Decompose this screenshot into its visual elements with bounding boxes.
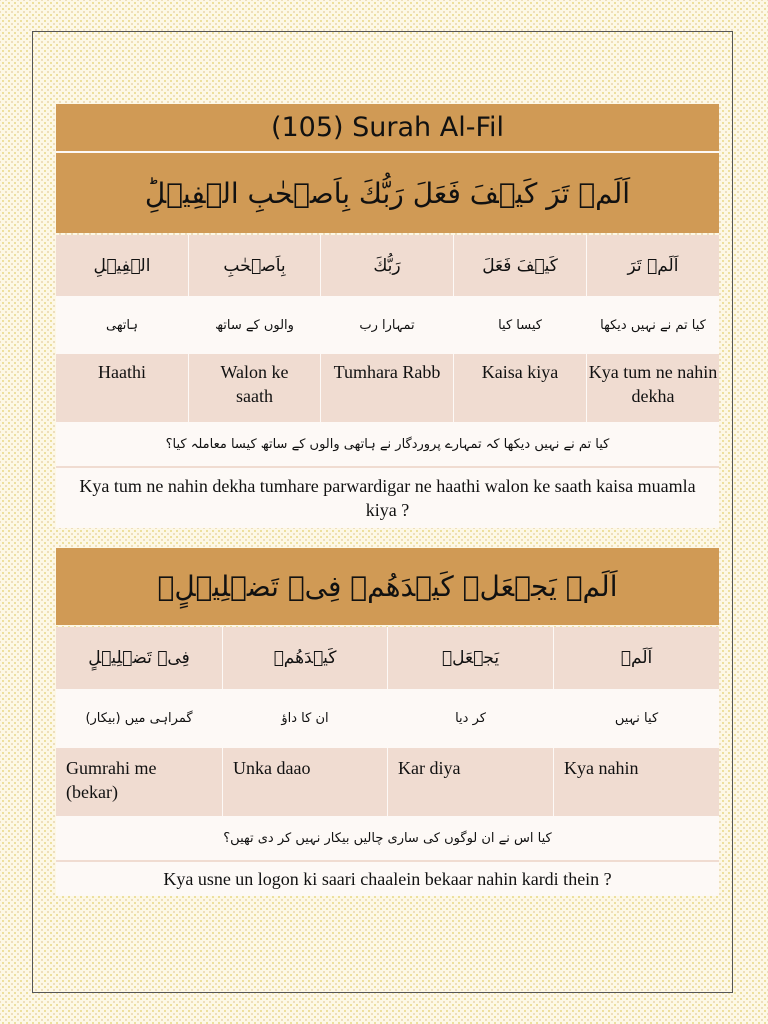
verse2-arabic-row bbox=[56, 627, 719, 691]
verse2-word-urdu: کر دیا bbox=[387, 691, 553, 746]
verse2-arabic-banner: اَلَمۡ يَجۡعَلۡ كَيۡدَهُمۡ فِىۡ تَضۡلِيۡلٍۙ bbox=[56, 548, 719, 625]
verse1-word-urdu: تمہارا رب bbox=[320, 298, 453, 352]
verse2-word-roman: Kya nahin bbox=[553, 748, 719, 818]
page-title: (105) Surah Al-Fil bbox=[56, 104, 719, 153]
verse2-roman-row bbox=[56, 748, 719, 818]
verse2-word-urdu: ان کا داؤ bbox=[222, 691, 387, 746]
verse1-urdu-row bbox=[56, 298, 719, 354]
verse1-arabic-row bbox=[56, 235, 719, 298]
verse1-word-roman: Kaisa kiya bbox=[453, 354, 586, 422]
verse1-roman-translation: Kya tum ne nahin dekha tumhare parwardigar ne haathi walon ke saath kaisa muamla kiya ? bbox=[56, 468, 719, 528]
verse2-word-arabic: يَجۡعَلۡ bbox=[387, 627, 553, 689]
verse1-word-arabic: الۡفِيۡلِ bbox=[93, 255, 151, 276]
verse1-word-arabic: اَلَمۡ تَرَ bbox=[586, 235, 719, 296]
verse1-word-roman: Walon ke saath bbox=[188, 354, 320, 422]
verse1-word-arabic: بِاَصۡحٰبِ bbox=[188, 235, 320, 296]
verse1-word-roman: Kya tum ne nahin dekha bbox=[586, 354, 719, 422]
verse2-urdu-translation: کیا اس نے ان لوگوں کی ساری چالیں بیکار نہیں کر دی تھیں؟ bbox=[56, 816, 719, 862]
verse2-word-roman: Gumrahi me (bekar) bbox=[66, 758, 157, 803]
verse2-word-table bbox=[56, 627, 719, 818]
verse1-roman-row bbox=[56, 354, 719, 422]
verse2-word-urdu: گمراہی میں (بیکار) bbox=[85, 711, 193, 726]
verse2-word-arabic: كَيۡدَهُمۡ bbox=[222, 627, 387, 689]
verse2-word-roman: Kar diya bbox=[387, 748, 553, 818]
verse2-word-urdu: کیا نہیں bbox=[553, 691, 719, 746]
verse1-word-arabic: رَبُّكَ bbox=[320, 235, 453, 296]
verse1-word-urdu: کیسا کیا bbox=[453, 298, 586, 352]
verse1-arabic-banner: اَلَمۡ تَرَ كَيۡفَ فَعَلَ رَبُّكَ بِاَصۡحٰبِ الۡفِيۡلِؕ bbox=[56, 153, 719, 233]
verse2-word-arabic: فِىۡ تَضۡلِيۡلٍ bbox=[88, 648, 190, 668]
verse1-word-urdu: ہاتھی bbox=[105, 317, 139, 333]
verse2-word-arabic: اَلَمۡ bbox=[553, 627, 719, 689]
verse2-word-roman: Unka daao bbox=[222, 748, 387, 818]
verse1-urdu-translation: کیا تم نے نہیں دیکھا کہ تمہارے پروردگار نے ہاتھی والوں کے ساتھ کیسا معاملہ کیا؟ bbox=[56, 422, 719, 468]
verse1-word-urdu: کیا تم نے نہیں دیکھا bbox=[586, 298, 719, 352]
verse1-word-roman: Haathi bbox=[98, 362, 146, 382]
verse1-word-urdu: والوں کے ساتھ bbox=[188, 298, 320, 352]
verse1-word-table bbox=[56, 235, 719, 422]
verse1-word-roman: Tumhara Rabb bbox=[320, 354, 453, 422]
verse1-word-arabic: كَيۡفَ فَعَلَ bbox=[453, 235, 586, 296]
verse2-urdu-row bbox=[56, 691, 719, 748]
verse2-roman-translation: Kya usne un logon ki saari chaalein bekaar nahin kardi thein ? bbox=[56, 862, 719, 896]
